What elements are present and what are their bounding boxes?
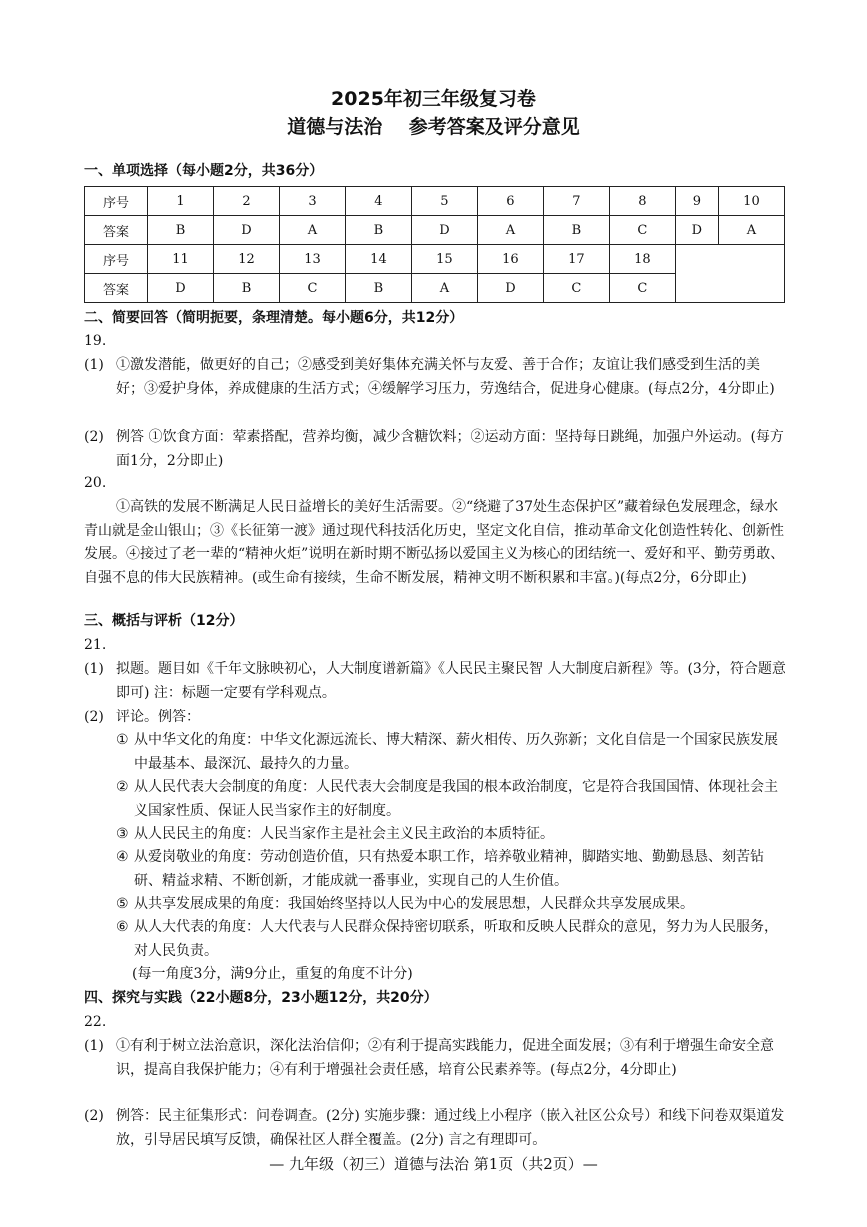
point-text: 从人民民主的角度：人民当家作主是社会主义民主政治的本质特征。 xyxy=(134,826,554,842)
section2-heading: 二、简要回答（简明扼要，条理清楚。每小题6分，共12分） xyxy=(84,310,464,326)
answer-item xyxy=(84,658,786,705)
seq-cell: 6 xyxy=(477,187,543,216)
answer-item xyxy=(84,426,786,473)
seq-cell: 7 xyxy=(543,187,609,216)
seq-label: 序号 xyxy=(85,187,148,216)
seq-label: 序号 xyxy=(85,245,148,274)
seq-cell: 5 xyxy=(411,187,477,216)
seq-cell: 13 xyxy=(279,245,345,274)
scoring-note: (每一角度3分，满9分止，重复的角度不计分) xyxy=(132,966,413,982)
point-text: 从共享发展成果的角度：我国始终坚持以人民为中心的发展思想，人民群众共享发展成果。 xyxy=(134,896,694,912)
item-label: (2) xyxy=(84,709,104,725)
ans-label: 答案 xyxy=(85,216,148,245)
point-label: ④ xyxy=(116,849,129,865)
point-text: 从中华文化的角度：中华文化源远流长、博大精深、薪火相传、历久弥新；文化自信是一个国家民族发展中最基本、最深沉、最持久的力量。 xyxy=(134,732,778,772)
seq-cell: 14 xyxy=(345,245,411,274)
point-text: 从人民代表大会制度的角度：人民代表大会制度是我国的根本政治制度，它是符合我国国情、体现社会主义国家性质、保证人民当家作主的好制度。 xyxy=(134,779,778,819)
answer-paragraph: ①高铁的发展不断满足人民日益增长的美好生活需要。②“绕避了37处生态保护区”藏着绿色发展理念，绿水青山就是金山银山；③《长征第一渡》通过现代科技活化历史，坚定文化自信，推动革命文化创造性转化、创新性发展。④接过了老一辈的“精神火炬”说明在新时期不断弘扬以爱国主义为核心的团结统一、爱好和平、勤劳勇敢、自强不息的伟大民族精神。(或生命有接续，生命不断发展，精神文明不断积累和丰富。)(每点2分，6分即止) xyxy=(84,499,785,586)
item-text: 例答 ①饮食方面：荤素搭配，营养均衡，减少含糖饮料；②运动方面：坚持每日跳绳，加强户外运动。(每方面1分，2分即止) xyxy=(116,429,784,469)
point-label: ⑤ xyxy=(116,896,129,912)
evaluation-point xyxy=(116,916,786,963)
ans-cell: C xyxy=(543,274,609,303)
evaluation-point xyxy=(116,729,786,776)
point-label: ① xyxy=(116,732,129,748)
table-row xyxy=(85,245,785,274)
ans-cell: B xyxy=(543,216,609,245)
answer-item xyxy=(84,354,786,401)
point-text: 从爱岗敬业的角度：劳动创造价值，只有热爱本职工作，培养敬业精神，脚踏实地、勤勤恳恳、刻苦钻研、精益求精、不断创新，才能成就一番事业，实现自己的人生价值。 xyxy=(134,849,764,889)
ans-cell: C xyxy=(279,274,345,303)
document-subtitle: 道德与法治 参考答案及评分意见 xyxy=(287,116,580,138)
item-label: (1) xyxy=(84,1038,104,1054)
ans-cell: D xyxy=(477,274,543,303)
ans-cell: D xyxy=(148,274,214,303)
item-text: ①激发潜能，做更好的自己；②感受到美好集体充满关怀与友爱、善于合作；友谊让我们感受到生活的美好；③爱护身体，养成健康的生活方式；④缓解学习压力，劳逸结合，促进身心健康。(每点2分，4分即止) xyxy=(116,357,775,397)
ans-cell: D xyxy=(213,216,279,245)
ans-cell: B xyxy=(213,274,279,303)
ans-cell: D xyxy=(411,216,477,245)
seq-cell: 2 xyxy=(213,187,279,216)
ans-cell: A xyxy=(718,216,784,245)
item-text: 拟题。题目如《千年文脉映初心，人大制度谱新篇》《人民民主聚民智 人大制度启新程》等。(3分，符合题意即可) 注：标题一定要有学科观点。 xyxy=(116,661,786,701)
seq-cell: 17 xyxy=(543,245,609,274)
seq-cell: 11 xyxy=(148,245,214,274)
document-title: 2025年初三年级复习卷 xyxy=(331,88,536,110)
seq-cell: 9 xyxy=(675,187,718,216)
point-text: 从人大代表的角度：人大代表与人民群众保持密切联系，听取和反映人民群众的意见，努力为人民服务，对人民负责。 xyxy=(134,919,778,959)
ans-cell: A xyxy=(411,274,477,303)
item-label: (1) xyxy=(84,357,104,373)
section1-heading: 一、单项选择（每小题2分，共36分） xyxy=(84,163,324,179)
answer-item xyxy=(84,706,786,730)
point-label: ⑥ xyxy=(116,919,129,935)
ans-cell: B xyxy=(345,216,411,245)
ans-cell: B xyxy=(148,216,214,245)
point-label: ② xyxy=(116,779,129,795)
ans-cell: C xyxy=(609,216,675,245)
section3-heading: 三、概括与评析（12分） xyxy=(84,613,244,629)
seq-cell: 12 xyxy=(213,245,279,274)
item-text: 评论。例答： xyxy=(116,709,200,725)
section4-heading: 四、探究与实践（22小题8分，23小题12分，共20分） xyxy=(84,990,438,1006)
page-footer: — 九年级（初三）道德与法治 第1页（共2页）— xyxy=(269,1155,598,1173)
seq-cell: 16 xyxy=(477,245,543,274)
item-text: ①有利于树立法治意识，深化法治信仰；②有利于提高实践能力，促进全面发展；③有利于增强生命安全意识，提高自我保护能力；④有利于增强社会责任感，培育公民素养等。(每点2分，4分即止) xyxy=(116,1038,774,1078)
point-label: ③ xyxy=(116,826,129,842)
table-row xyxy=(85,216,785,245)
ans-label: 答案 xyxy=(85,274,148,303)
question-number: 19. xyxy=(84,333,107,349)
item-label: (2) xyxy=(84,429,104,445)
answer-item xyxy=(84,1105,786,1152)
question-number: 21. xyxy=(84,637,107,653)
item-label: (2) xyxy=(84,1108,104,1124)
seq-cell: 3 xyxy=(279,187,345,216)
ans-cell: C xyxy=(609,274,675,303)
item-label: (1) xyxy=(84,661,104,677)
item-text: 例答：民主征集形式：问卷调查。(2分) 实施步骤：通过线上小程序（嵌入社区公众号）和线下问卷双渠道发放，引导居民填写反馈，确保社区人群全覆盖。(2分) 言之有理即可。 xyxy=(116,1108,785,1148)
question-number: 20. xyxy=(84,475,107,491)
seq-cell: 1 xyxy=(148,187,214,216)
evaluation-point xyxy=(116,776,786,823)
seq-cell: 8 xyxy=(609,187,675,216)
ans-cell: B xyxy=(345,274,411,303)
empty-cell xyxy=(675,245,784,303)
answer-table xyxy=(84,186,785,303)
ans-cell: A xyxy=(477,216,543,245)
evaluation-point xyxy=(116,823,786,847)
answer-item xyxy=(84,1035,786,1082)
seq-cell: 4 xyxy=(345,187,411,216)
ans-cell: D xyxy=(675,216,718,245)
evaluation-point xyxy=(116,893,786,917)
evaluation-point xyxy=(116,846,786,893)
question-number: 22. xyxy=(84,1014,107,1030)
table-row xyxy=(85,187,785,216)
ans-cell: A xyxy=(279,216,345,245)
seq-cell: 18 xyxy=(609,245,675,274)
seq-cell: 15 xyxy=(411,245,477,274)
seq-cell: 10 xyxy=(718,187,784,216)
